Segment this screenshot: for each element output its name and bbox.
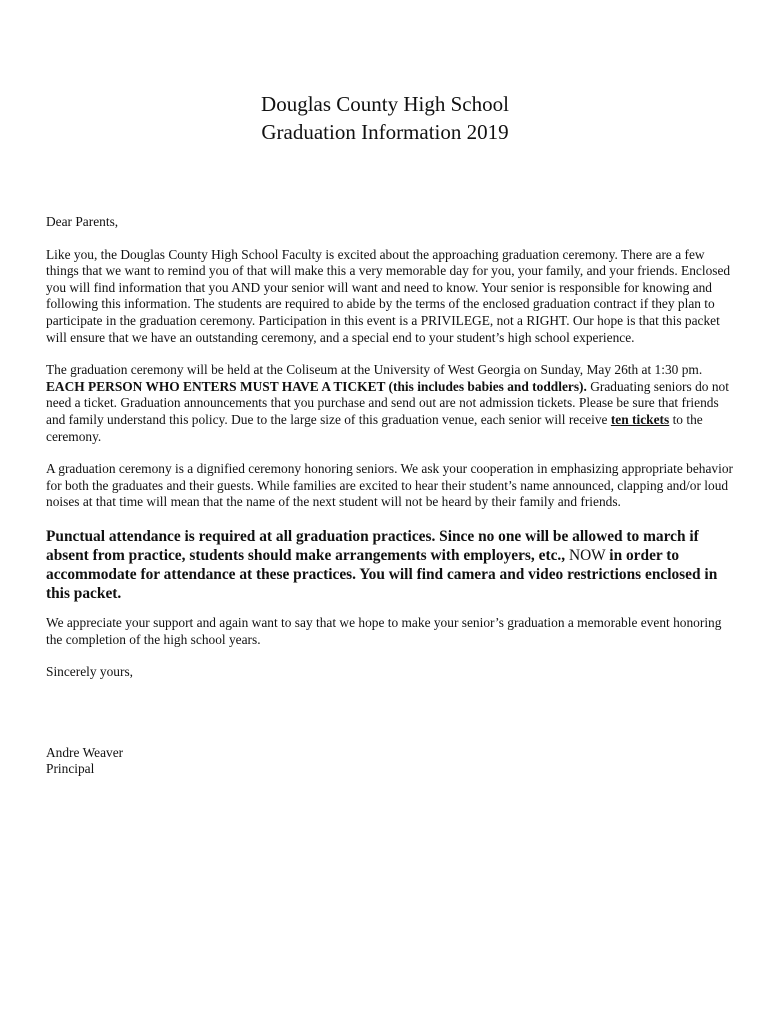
attendance-now: NOW (565, 546, 610, 564)
letter-body (46, 214, 734, 778)
paragraph-attendance (46, 527, 734, 603)
signature-space (46, 697, 734, 745)
behavior-text: A graduation ceremony is a dignified ceremony honoring seniors. We ask your cooperation in emphasizing appropriate behavior for both the graduates and their guests. While families are excited to hear their student’s name announced, clapping and/or loud noises at that time will mean that the name of the next student will not be heard by their family and friends. (46, 461, 733, 510)
closing-text: Sincerely yours, (46, 664, 134, 680)
closing (46, 664, 734, 681)
paragraph-behavior (46, 461, 734, 511)
signer-name: Andre Weaver (46, 744, 124, 760)
ticket-policy-end: to the ceremony. (46, 411, 703, 444)
school-name: Douglas County High School (261, 92, 509, 116)
signer-title: Principal (46, 761, 95, 777)
appreciation-text: We appreciate your support and again want to say that we hope to make your senior’s graduation a memorable event honoring the completion of the high school years. (46, 614, 722, 647)
attendance-text-1: Punctual attendance is required at all graduation practices. Since no one will be allowed to march if absent from practice, students should make arrangements with employers, etc., (46, 527, 699, 564)
ticket-requirement-notice: EACH PERSON WHO ENTERS MUST HAVE A TICKET (this includes babies and toddlers). (46, 378, 587, 394)
paragraph-appreciation (46, 615, 734, 648)
ticket-count: ten tickets (610, 411, 670, 427)
paragraph-intro (46, 247, 734, 347)
ticket-policy-text: Graduating seniors do not need a ticket. Graduation announcements that you purchase and send out are not admission tickets. Please be sure that friends and family understand this policy. Due to the large size of this graduation venue, each senior will receive (46, 378, 729, 427)
ceremony-details-intro: The graduation ceremony will be held at the Coliseum at the University of West Georgia on Sunday, May 26th at 1:30 pm. (46, 362, 703, 378)
attendance-text-2: in order to accommodate for attendance at these practices. You will find camera and video restrictions enclosed in this packet. (46, 546, 718, 602)
document-title (0, 90, 770, 146)
salutation: Dear Parents, (46, 214, 119, 229)
document-subtitle: Graduation Information 2019 (261, 120, 509, 144)
paragraph-ceremony-details (46, 362, 734, 445)
paragraph-intro-text: Like you, the Douglas County High School Faculty is excited about the approaching graduation ceremony. There are a few things that we want to remind you of that will make this a very memorable day for you, your family, and your friends. Enclosed you will find information that you AND your senior will want and need to know. Your senior is responsible for knowing and following this information. The students are required to abide by the terms of the enclosed graduation contract if they plan to participate in the graduation ceremony. Participation in this event is a PRIVILEGE, not a RIGHT. Our hope is that this packet will ensure that we have an outstanding ceremony, and a special end to your student’s high school experience. (46, 246, 731, 345)
